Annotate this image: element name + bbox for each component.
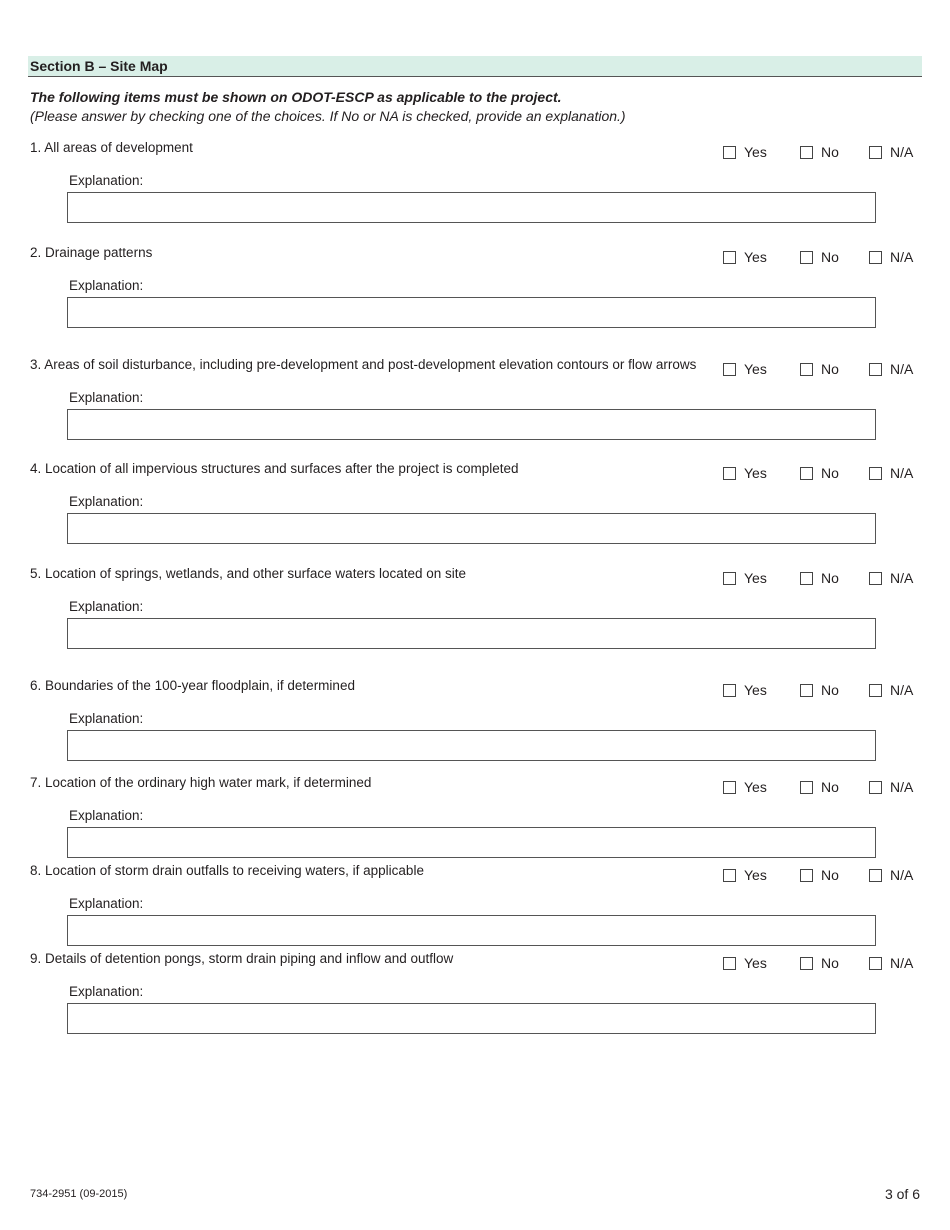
yes-option[interactable] — [723, 144, 767, 160]
yes-label: Yes — [744, 867, 767, 883]
yes-option[interactable] — [723, 867, 767, 883]
question-text: 1. All areas of development — [30, 140, 193, 155]
na-option[interactable] — [869, 249, 913, 265]
question-item-5 — [0, 566, 950, 666]
section-title: Section B – Site Map — [30, 58, 168, 74]
question-item-7 — [0, 775, 950, 875]
no-checkbox[interactable] — [800, 684, 813, 697]
question-text: 7. Location of the ordinary high water mark, if determined — [30, 775, 372, 790]
na-checkbox[interactable] — [869, 781, 882, 794]
explanation-field[interactable] — [67, 618, 876, 649]
no-checkbox[interactable] — [800, 251, 813, 264]
yes-checkbox[interactable] — [723, 572, 736, 585]
explanation-field[interactable] — [67, 730, 876, 761]
no-label: No — [821, 465, 839, 481]
no-option[interactable] — [800, 779, 839, 795]
no-option[interactable] — [800, 361, 839, 377]
na-option[interactable] — [869, 682, 913, 698]
instructions-note: (Please answer by checking one of the choices. If No or NA is checked, provide an explanation.) — [30, 108, 626, 124]
yes-label: Yes — [744, 779, 767, 795]
yes-option[interactable] — [723, 249, 767, 265]
no-option[interactable] — [800, 144, 839, 160]
yes-label: Yes — [744, 682, 767, 698]
question-item-4 — [0, 461, 950, 561]
na-label: N/A — [890, 249, 914, 265]
no-checkbox[interactable] — [800, 146, 813, 159]
na-checkbox[interactable] — [869, 251, 882, 264]
yes-option[interactable] — [723, 779, 767, 795]
yes-label: Yes — [744, 144, 767, 160]
no-checkbox[interactable] — [800, 869, 813, 882]
yes-checkbox[interactable] — [723, 869, 736, 882]
no-option[interactable] — [800, 867, 839, 883]
question-text: 4. Location of all impervious structures and surfaces after the project is completed — [30, 461, 519, 476]
question-text: 6. Boundaries of the 100-year floodplain, if determined — [30, 678, 355, 693]
explanation-field[interactable] — [67, 513, 876, 544]
na-label: N/A — [890, 867, 914, 883]
na-label: N/A — [890, 779, 914, 795]
explanation-label: Explanation: — [69, 390, 144, 405]
yes-checkbox[interactable] — [723, 781, 736, 794]
yes-checkbox[interactable] — [723, 684, 736, 697]
explanation-label: Explanation: — [69, 494, 144, 509]
yes-checkbox[interactable] — [723, 146, 736, 159]
question-item-9 — [0, 951, 950, 1051]
na-label: N/A — [890, 570, 914, 586]
na-checkbox[interactable] — [869, 363, 882, 376]
na-option[interactable] — [869, 465, 913, 481]
na-checkbox[interactable] — [869, 684, 882, 697]
yes-label: Yes — [744, 955, 767, 971]
na-label: N/A — [890, 955, 914, 971]
question-text: 2. Drainage patterns — [30, 245, 153, 260]
no-checkbox[interactable] — [800, 957, 813, 970]
no-label: No — [821, 779, 839, 795]
no-option[interactable] — [800, 570, 839, 586]
yes-option[interactable] — [723, 465, 767, 481]
na-checkbox[interactable] — [869, 467, 882, 480]
no-label: No — [821, 249, 839, 265]
explanation-label: Explanation: — [69, 984, 144, 999]
no-checkbox[interactable] — [800, 363, 813, 376]
no-label: No — [821, 955, 839, 971]
yes-option[interactable] — [723, 361, 767, 377]
yes-checkbox[interactable] — [723, 363, 736, 376]
yes-option[interactable] — [723, 955, 767, 971]
yes-label: Yes — [744, 361, 767, 377]
explanation-field[interactable] — [67, 409, 876, 440]
question-item-2 — [0, 245, 950, 345]
yes-option[interactable] — [723, 570, 767, 586]
na-label: N/A — [890, 465, 914, 481]
no-checkbox[interactable] — [800, 781, 813, 794]
question-item-3 — [0, 357, 950, 457]
no-checkbox[interactable] — [800, 467, 813, 480]
yes-checkbox[interactable] — [723, 251, 736, 264]
explanation-field[interactable] — [67, 192, 876, 223]
question-text: 5. Location of springs, wetlands, and other surface waters located on site — [30, 566, 467, 581]
explanation-field[interactable] — [67, 297, 876, 328]
explanation-label: Explanation: — [69, 808, 144, 823]
section-header — [28, 56, 922, 77]
na-option[interactable] — [869, 570, 913, 586]
question-text: 8. Location of storm drain outfalls to receiving waters, if applicable — [30, 863, 424, 878]
explanation-label: Explanation: — [69, 711, 144, 726]
na-label: N/A — [890, 144, 914, 160]
no-label: No — [821, 682, 839, 698]
yes-label: Yes — [744, 465, 767, 481]
no-label: No — [821, 867, 839, 883]
na-option[interactable] — [869, 955, 913, 971]
form-number: 734-2951 (09-2015) — [30, 1188, 128, 1200]
na-option[interactable] — [869, 867, 913, 883]
na-option[interactable] — [869, 779, 913, 795]
page-number: 3 of 6 — [884, 1186, 920, 1202]
na-checkbox[interactable] — [869, 146, 882, 159]
no-option[interactable] — [800, 249, 839, 265]
yes-label: Yes — [744, 570, 767, 586]
explanation-label: Explanation: — [69, 278, 144, 293]
question-text: 3. Areas of soil disturbance, including pre-development and post-development elevation contours or flow arrows — [30, 357, 697, 372]
no-checkbox[interactable] — [800, 572, 813, 585]
yes-checkbox[interactable] — [723, 957, 736, 970]
explanation-label: Explanation: — [69, 173, 144, 188]
na-option[interactable] — [869, 144, 913, 160]
na-checkbox[interactable] — [869, 957, 882, 970]
no-option[interactable] — [800, 955, 839, 971]
no-option[interactable] — [800, 465, 839, 481]
yes-label: Yes — [744, 249, 767, 265]
explanation-label: Explanation: — [69, 599, 144, 614]
na-checkbox[interactable] — [869, 572, 882, 585]
yes-option[interactable] — [723, 682, 767, 698]
question-item-8 — [0, 863, 950, 963]
no-label: No — [821, 570, 839, 586]
instructions-heading: The following items must be shown on ODOT-ESCP as applicable to the project. — [30, 89, 562, 105]
no-label: No — [821, 361, 839, 377]
na-label: N/A — [890, 682, 914, 698]
no-option[interactable] — [800, 682, 839, 698]
question-text: 9. Details of detention pongs, storm drain piping and inflow and outflow — [30, 951, 454, 966]
explanation-field[interactable] — [67, 827, 876, 858]
na-checkbox[interactable] — [869, 869, 882, 882]
explanation-label: Explanation: — [69, 896, 144, 911]
question-item-1 — [0, 140, 950, 240]
explanation-field[interactable] — [67, 915, 876, 946]
explanation-field[interactable] — [67, 1003, 876, 1034]
question-item-6 — [0, 678, 950, 778]
na-option[interactable] — [869, 361, 913, 377]
no-label: No — [821, 144, 839, 160]
na-label: N/A — [890, 361, 914, 377]
yes-checkbox[interactable] — [723, 467, 736, 480]
